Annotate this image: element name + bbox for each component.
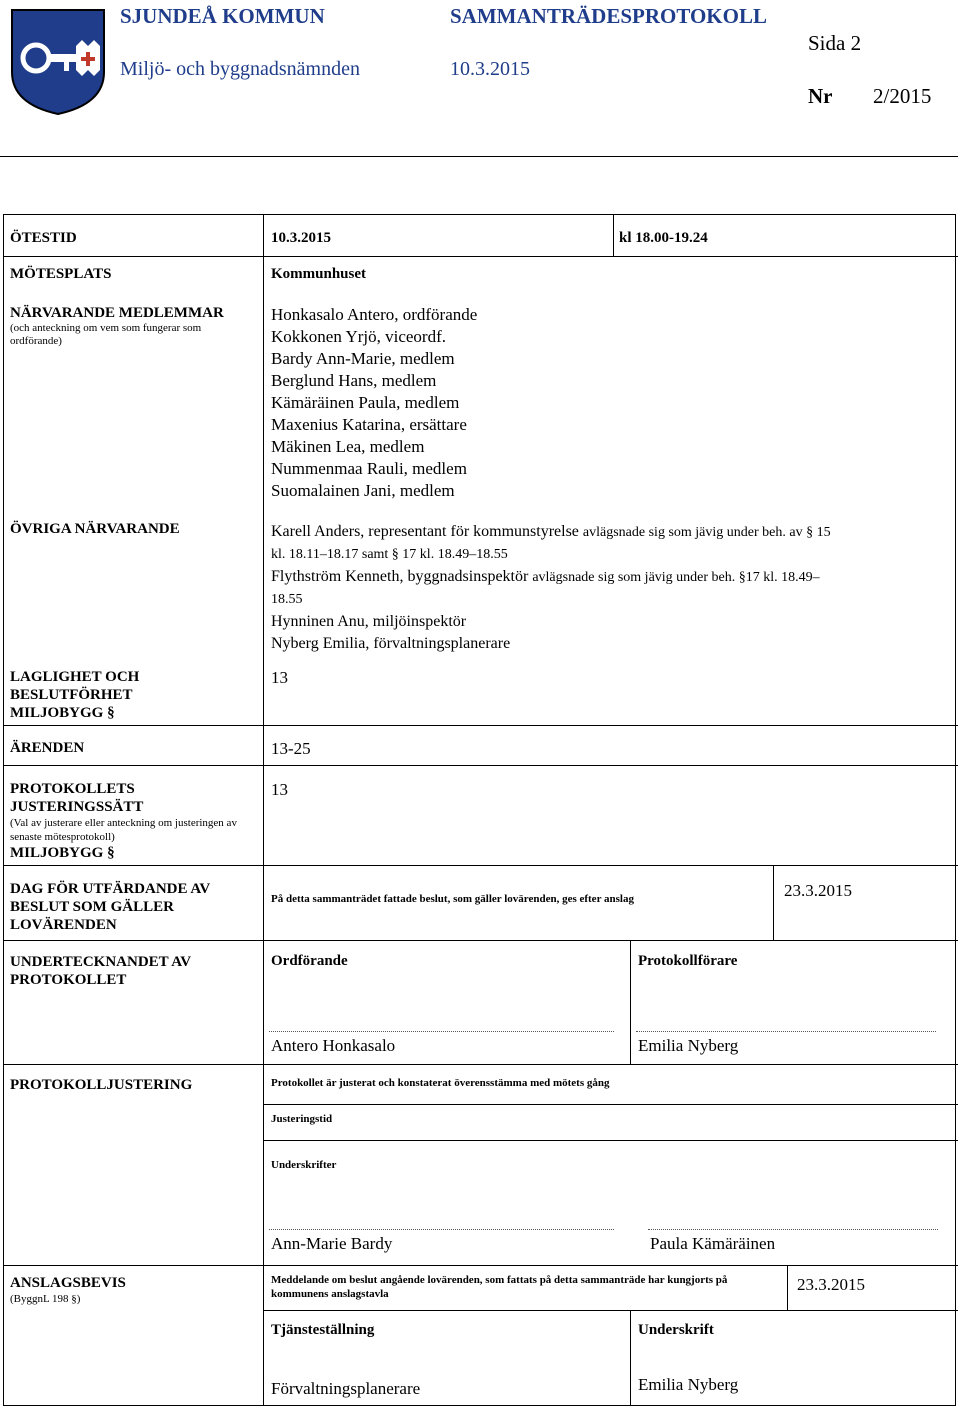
others-line: kl. 18.11–18.17 samt § 17 kl. 18.49–18.55 xyxy=(271,547,508,562)
chair-signature-line xyxy=(269,1031,614,1032)
col-rule xyxy=(630,1310,631,1406)
legality-label: LAGLIGHET OCH BESLUTFÖRHET MILJOBYGG § xyxy=(10,669,140,721)
crest-icon xyxy=(10,8,106,116)
col-rule xyxy=(263,214,264,1406)
member-item: Berglund Hans, medlem xyxy=(271,371,437,390)
page-number: Sida 2 xyxy=(808,31,862,55)
header-date: 10.3.2015 xyxy=(450,58,530,80)
check-time-label: Justeringstid xyxy=(271,1113,333,1125)
row-rule xyxy=(3,865,958,866)
row-rule xyxy=(3,765,958,766)
notice-text: Meddelande om beslut angående lovärenden, som fattats på detta sammanträde har kungjorts på kommunens anslagstavla xyxy=(271,1274,728,1300)
others-note: avlägsnade sig som jävig under beh. av § 15 xyxy=(582,525,831,540)
position-value: Förvaltningsplanerare xyxy=(271,1379,421,1398)
protocol-nr-value: 2/2015 xyxy=(873,84,932,108)
others-line: Hynninen Anu, miljöinspektör xyxy=(271,613,467,630)
protocol-nr-label: Nr xyxy=(808,84,833,108)
row-rule xyxy=(264,1140,958,1141)
meeting-place-value: Kommunhuset xyxy=(271,266,367,282)
position-label: Tjänsteställning xyxy=(271,1322,375,1338)
check-signatures-label: Underskrifter xyxy=(271,1159,337,1171)
chair-label: Ordförande xyxy=(271,953,348,969)
others-line: 18.55 xyxy=(271,592,303,607)
row-rule xyxy=(3,256,958,257)
member-item: Bardy Ann-Marie, medlem xyxy=(271,349,455,368)
notice-note: (ByggnL 198 §) xyxy=(10,1293,81,1305)
meeting-time-hours: kl 18.00-19.24 xyxy=(619,230,708,246)
legality-value: 13 xyxy=(271,668,288,687)
others-line: Karell Anders, representant för kommunstyrelse xyxy=(271,523,579,540)
issue-text: På detta sammanträdet fattade beslut, som gäller lovärenden, ges efter anslag xyxy=(271,893,634,905)
row-rule xyxy=(264,1104,958,1105)
signature-label: Underskrift xyxy=(638,1322,714,1338)
others-note: avlägsnade sig som jävig under beh. §17 kl. 18.49– xyxy=(532,570,820,585)
member-item: Honkasalo Antero, ordförande xyxy=(271,305,478,324)
member-item: Nummenmaa Rauli, medlem xyxy=(271,459,467,478)
meeting-time-date: 10.3.2015 xyxy=(271,230,331,246)
row-rule xyxy=(264,1310,958,1311)
municipality-name: SJUNDEÅ KOMMUN xyxy=(120,4,325,28)
members-note: (och anteckning om vem som fungerar som ordförande) xyxy=(10,322,202,347)
adjust-value: 13 xyxy=(271,780,288,799)
member-item: Kokkonen Yrjö, viceordf. xyxy=(271,327,446,346)
issue-date: 23.3.2015 xyxy=(784,881,852,900)
others-line: Flythström Kenneth, byggnadsinspektör xyxy=(271,568,529,585)
secretary-name: Emilia Nyberg xyxy=(638,1036,739,1055)
row-rule xyxy=(3,1064,958,1065)
check-label: PROTOKOLLJUSTERING xyxy=(10,1077,193,1093)
col-rule xyxy=(613,214,614,256)
check-text: Protokollet är justerat och konstaterat överensstämma med mötets gång xyxy=(271,1077,610,1089)
col-rule xyxy=(773,865,774,940)
others-label: ÖVRIGA NÄRVARANDE xyxy=(10,521,180,537)
col-rule xyxy=(787,1265,788,1310)
checker-2-signature-line xyxy=(648,1229,938,1230)
secretary-label: Protokollförare xyxy=(638,953,738,969)
chair-name: Antero Honkasalo xyxy=(271,1036,396,1055)
adjust-label: PROTOKOLLETS JUSTERINGSSÄTT (Val av justerare eller anteckning om justeringen av senaste mötesprotokoll) MILJOBYGG § xyxy=(10,781,237,861)
matters-value: 13-25 xyxy=(271,739,311,758)
issue-label: DAG FÖR UTFÄRDANDE AV BESLUT SOM GÄLLER LOVÄRENDEN xyxy=(10,881,211,933)
header-rule xyxy=(0,156,958,157)
others-line: Nyberg Emilia, förvaltningsplanerare xyxy=(271,635,511,652)
meeting-time-label: ÖTESTID xyxy=(10,230,77,246)
members-list xyxy=(271,304,477,502)
checker-1-signature-line xyxy=(269,1229,614,1230)
notice-date: 23.3.2015 xyxy=(797,1275,865,1294)
member-item: Kämäräinen Paula, medlem xyxy=(271,393,460,412)
notice-label: ANSLAGSBEVIS xyxy=(10,1275,126,1291)
others-list xyxy=(271,521,831,655)
members-label: NÄRVARANDE MEDLEMMAR xyxy=(10,305,224,321)
document-type: SAMMANTRÄDESPROTOKOLL xyxy=(450,4,767,28)
member-item: Suomalainen Jani, medlem xyxy=(271,481,455,500)
col-rule xyxy=(630,940,631,1064)
checker-1-name: Ann-Marie Bardy xyxy=(271,1234,393,1253)
meeting-place-label: MÖTESPLATS xyxy=(10,266,112,282)
row-rule xyxy=(3,940,958,941)
checker-2-name: Paula Kämäräinen xyxy=(650,1234,776,1253)
matters-label: ÄRENDEN xyxy=(10,740,85,756)
member-item: Maxenius Katarina, ersättare xyxy=(271,415,467,434)
municipality-crest xyxy=(10,8,106,116)
row-rule xyxy=(3,1265,958,1266)
secretary-signature-line xyxy=(636,1031,936,1032)
board-name: Miljö- och byggnadsnämnden xyxy=(120,58,360,80)
row-rule xyxy=(3,725,958,726)
signing-label: UNDERTECKNANDET AV PROTOKOLLET xyxy=(10,954,192,988)
signature-value: Emilia Nyberg xyxy=(638,1375,739,1394)
member-item: Mäkinen Lea, medlem xyxy=(271,437,425,456)
